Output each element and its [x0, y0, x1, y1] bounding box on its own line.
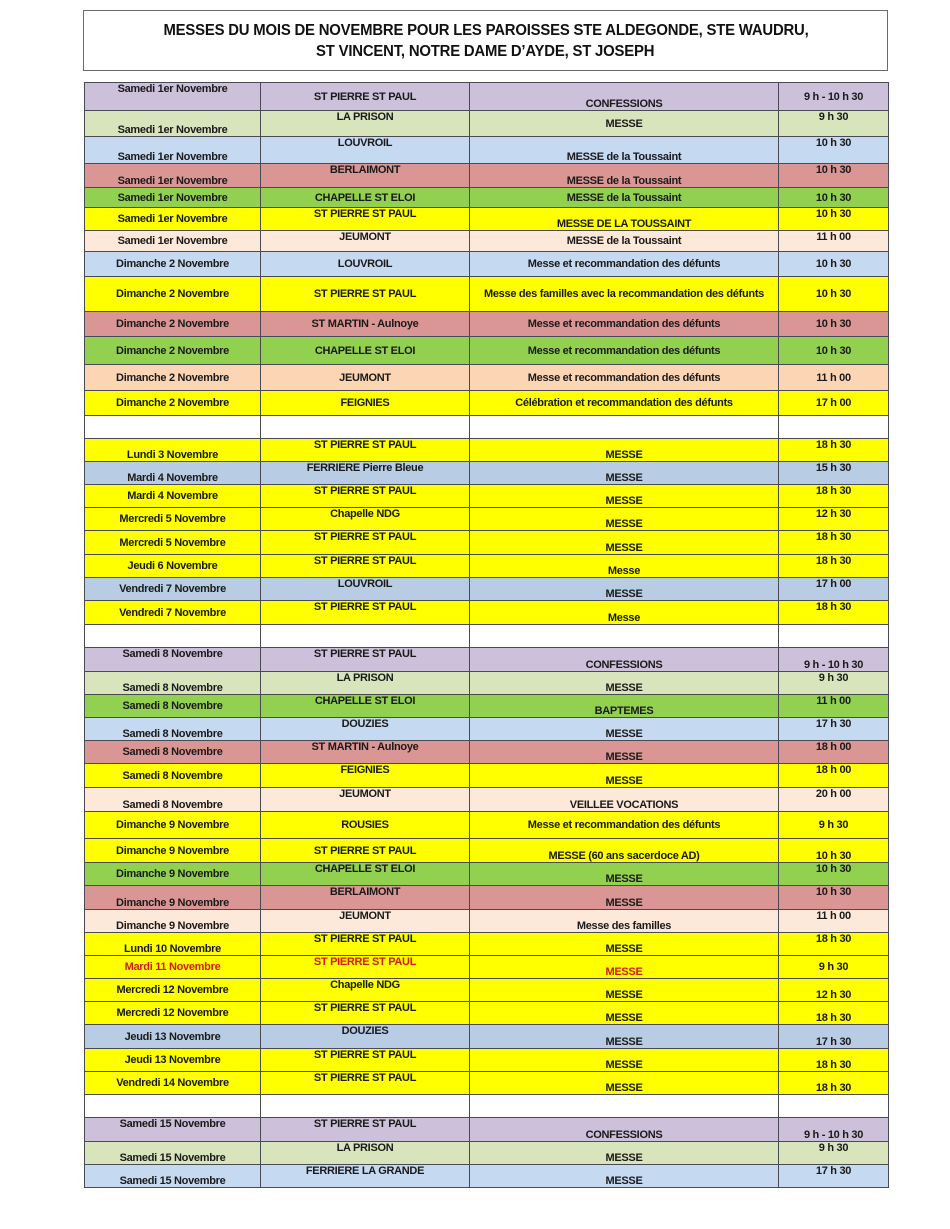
time-cell: 10 h 30	[779, 137, 889, 164]
place-cell: LOUVROIL	[261, 578, 470, 601]
date-cell: Dimanche 9 Novembre	[85, 812, 261, 839]
time-cell: 9 h 30	[779, 111, 889, 137]
time-cell: 18 h 00	[779, 741, 889, 764]
event-cell: MESSE	[470, 741, 779, 764]
time-cell: 10 h 30	[779, 312, 889, 337]
schedule-row	[85, 979, 889, 1002]
date-cell: Lundi 3 Novembre	[85, 439, 261, 462]
schedule-row	[85, 231, 889, 252]
place-cell: ST PIERRE ST PAUL	[261, 555, 470, 578]
time-cell: 18 h 30	[779, 933, 889, 956]
event-cell: MESSE	[470, 578, 779, 601]
date-cell: Samedi 8 Novembre	[85, 648, 261, 672]
date-cell: Samedi 8 Novembre	[85, 741, 261, 764]
date-cell: Samedi 1er Novembre	[85, 188, 261, 208]
place-cell: ST PIERRE ST PAUL	[261, 485, 470, 508]
time-cell: 10 h 30	[779, 839, 889, 863]
date-cell: Jeudi 13 Novembre	[85, 1049, 261, 1072]
schedule-row	[85, 337, 889, 365]
place-cell: ST PIERRE ST PAUL	[261, 531, 470, 555]
schedule-row	[85, 956, 889, 979]
event-cell: MESSE	[470, 886, 779, 910]
time-cell	[779, 416, 889, 439]
place-cell	[261, 1095, 470, 1118]
time-cell: 9 h - 10 h 30	[779, 1118, 889, 1142]
spacer-row	[85, 1095, 889, 1118]
time-cell: 18 h 30	[779, 531, 889, 555]
date-cell: Dimanche 2 Novembre	[85, 365, 261, 391]
date-cell: Samedi 8 Novembre	[85, 695, 261, 718]
date-cell: Samedi 8 Novembre	[85, 764, 261, 788]
date-cell: Mercredi 12 Novembre	[85, 1002, 261, 1025]
time-cell: 17 h 30	[779, 718, 889, 741]
time-cell: 12 h 30	[779, 979, 889, 1002]
place-cell: ST PIERRE ST PAUL	[261, 839, 470, 863]
time-cell	[779, 1095, 889, 1118]
title-line-2: ST VINCENT, NOTRE DAME D’AYDE, ST JOSEPH	[316, 42, 655, 60]
schedule-row	[85, 933, 889, 956]
event-cell: MESSE	[470, 531, 779, 555]
title-line-1: MESSES DU MOIS DE NOVEMBRE POUR LES PAROISSES STE ALDEGONDE, STE WAUDRU,	[162, 21, 809, 39]
place-cell: FERRIERE LA GRANDE	[261, 1165, 470, 1188]
date-cell: Samedi 1er Novembre	[85, 231, 261, 252]
date-cell: Samedi 8 Novembre	[85, 672, 261, 695]
event-cell: MESSE	[470, 1025, 779, 1049]
time-cell: 10 h 30	[779, 188, 889, 208]
time-cell: 9 h - 10 h 30	[779, 648, 889, 672]
event-cell: MESSE (60 ans sacerdoce AD)	[470, 839, 779, 863]
place-cell: FERRIERE Pierre Bleue	[261, 462, 470, 485]
schedule-row	[85, 648, 889, 672]
time-cell: 11 h 00	[779, 910, 889, 933]
date-cell: Jeudi 13 Novembre	[85, 1025, 261, 1049]
place-cell: ST PIERRE ST PAUL	[261, 933, 470, 956]
event-cell: MESSE	[470, 485, 779, 508]
date-cell: Samedi 1er Novembre	[85, 83, 261, 111]
date-cell: Dimanche 2 Novembre	[85, 391, 261, 416]
date-cell: Samedi 1er Novembre	[85, 137, 261, 164]
date-cell: Dimanche 2 Novembre	[85, 252, 261, 277]
date-cell: Mercredi 12 Novembre	[85, 979, 261, 1002]
date-cell: Dimanche 9 Novembre	[85, 886, 261, 910]
schedule-row	[85, 391, 889, 416]
date-cell: Samedi 1er Novembre	[85, 208, 261, 231]
date-cell: Dimanche 2 Novembre	[85, 312, 261, 337]
event-cell: Messe des familles avec la recommandation des défunts	[470, 277, 779, 312]
schedule-row	[85, 277, 889, 312]
date-cell	[85, 1095, 261, 1118]
schedule-row	[85, 1025, 889, 1049]
time-cell: 9 h 30	[779, 1142, 889, 1165]
time-cell: 11 h 00	[779, 365, 889, 391]
place-cell: LOUVROIL	[261, 137, 470, 164]
place-cell: Chapelle NDG	[261, 508, 470, 531]
event-cell: Messe et recommandation des défunts	[470, 252, 779, 277]
time-cell: 18 h 30	[779, 601, 889, 625]
event-cell: MESSE de la Toussaint	[470, 164, 779, 188]
event-cell: MESSE	[470, 508, 779, 531]
time-cell: 17 h 30	[779, 1025, 889, 1049]
time-cell: 11 h 00	[779, 231, 889, 252]
event-cell: Messe des familles	[470, 910, 779, 933]
date-cell: Dimanche 9 Novembre	[85, 863, 261, 886]
event-cell: MESSE de la Toussaint	[470, 137, 779, 164]
time-cell: 12 h 30	[779, 508, 889, 531]
schedule-row	[85, 578, 889, 601]
schedule-row	[85, 741, 889, 764]
event-cell: MESSE	[470, 1002, 779, 1025]
date-cell: Vendredi 7 Novembre	[85, 578, 261, 601]
place-cell: ST PIERRE ST PAUL	[261, 1072, 470, 1095]
date-cell: Samedi 15 Novembre	[85, 1118, 261, 1142]
event-cell: MESSE	[470, 439, 779, 462]
schedule-row	[85, 718, 889, 741]
date-cell: Samedi 8 Novembre	[85, 718, 261, 741]
schedule-row	[85, 812, 889, 839]
time-cell: 18 h 00	[779, 764, 889, 788]
place-cell: ST PIERRE ST PAUL	[261, 439, 470, 462]
schedule-row	[85, 1072, 889, 1095]
event-cell: Messe et recommandation des défunts	[470, 812, 779, 839]
time-cell: 17 h 00	[779, 391, 889, 416]
place-cell: CHAPELLE ST ELOI	[261, 337, 470, 365]
time-cell: 18 h 30	[779, 555, 889, 578]
event-cell	[470, 416, 779, 439]
date-cell: Dimanche 2 Novembre	[85, 277, 261, 312]
spacer-row	[85, 416, 889, 439]
event-cell: MESSE	[470, 764, 779, 788]
time-cell: 18 h 30	[779, 1002, 889, 1025]
schedule-row	[85, 365, 889, 391]
schedule-row	[85, 764, 889, 788]
schedule-body	[85, 83, 889, 1188]
event-cell: MESSE	[470, 956, 779, 979]
schedule-row	[85, 208, 889, 231]
schedule-row	[85, 312, 889, 337]
spacer-row	[85, 625, 889, 648]
date-cell: Samedi 1er Novembre	[85, 164, 261, 188]
date-cell: Vendredi 7 Novembre	[85, 601, 261, 625]
event-cell: MESSE	[470, 1072, 779, 1095]
date-cell: Samedi 15 Novembre	[85, 1142, 261, 1165]
event-cell: BAPTEMES	[470, 695, 779, 718]
event-cell: MESSE de la Toussaint	[470, 188, 779, 208]
event-cell: MESSE	[470, 1165, 779, 1188]
event-cell: CONFESSIONS	[470, 1118, 779, 1142]
schedule-row	[85, 137, 889, 164]
time-cell: 11 h 00	[779, 695, 889, 718]
place-cell: JEUMONT	[261, 788, 470, 812]
schedule-row	[85, 252, 889, 277]
event-cell: Messe et recommandation des défunts	[470, 365, 779, 391]
date-cell: Mardi 4 Novembre	[85, 485, 261, 508]
place-cell: JEUMONT	[261, 365, 470, 391]
time-cell: 10 h 30	[779, 863, 889, 886]
event-cell: MESSE	[470, 718, 779, 741]
time-cell: 18 h 30	[779, 439, 889, 462]
time-cell: 10 h 30	[779, 164, 889, 188]
date-cell	[85, 625, 261, 648]
schedule-row	[85, 910, 889, 933]
place-cell: JEUMONT	[261, 910, 470, 933]
event-cell: MESSE	[470, 462, 779, 485]
place-cell: ST PIERRE ST PAUL	[261, 83, 470, 111]
schedule-row	[85, 1142, 889, 1165]
schedule-row	[85, 1165, 889, 1188]
time-cell: 10 h 30	[779, 277, 889, 312]
place-cell: ST PIERRE ST PAUL	[261, 1049, 470, 1072]
place-cell: FEIGNIES	[261, 764, 470, 788]
schedule-row	[85, 485, 889, 508]
date-cell: Mardi 11 Novembre	[85, 956, 261, 979]
schedule-row	[85, 1049, 889, 1072]
date-cell: Jeudi 6 Novembre	[85, 555, 261, 578]
date-cell: Lundi 10 Novembre	[85, 933, 261, 956]
schedule-row	[85, 555, 889, 578]
schedule-row	[85, 462, 889, 485]
schedule-row	[85, 788, 889, 812]
time-cell: 18 h 30	[779, 1072, 889, 1095]
schedule-row	[85, 164, 889, 188]
time-cell: 9 h 30	[779, 956, 889, 979]
time-cell: 15 h 30	[779, 462, 889, 485]
time-cell: 10 h 30	[779, 886, 889, 910]
date-cell: Samedi 8 Novembre	[85, 788, 261, 812]
event-cell: Messe et recommandation des défunts	[470, 337, 779, 365]
time-cell: 9 h - 10 h 30	[779, 83, 889, 111]
date-cell: Mercredi 5 Novembre	[85, 508, 261, 531]
place-cell: ST PIERRE ST PAUL	[261, 1118, 470, 1142]
schedule-row	[85, 439, 889, 462]
place-cell: CHAPELLE ST ELOI	[261, 863, 470, 886]
place-cell: CHAPELLE ST ELOI	[261, 695, 470, 718]
event-cell: VEILLEE VOCATIONS	[470, 788, 779, 812]
place-cell: ST PIERRE ST PAUL	[261, 277, 470, 312]
place-cell: ST PIERRE ST PAUL	[261, 1002, 470, 1025]
schedule-row	[85, 839, 889, 863]
time-cell: 9 h 30	[779, 812, 889, 839]
place-cell: FEIGNIES	[261, 391, 470, 416]
date-cell: Vendredi 14 Novembre	[85, 1072, 261, 1095]
date-cell: Dimanche 9 Novembre	[85, 839, 261, 863]
schedule-row	[85, 1002, 889, 1025]
time-cell	[779, 625, 889, 648]
schedule-row	[85, 863, 889, 886]
time-cell: 10 h 30	[779, 337, 889, 365]
place-cell	[261, 416, 470, 439]
event-cell: MESSE	[470, 111, 779, 137]
event-cell	[470, 625, 779, 648]
place-cell: ST MARTIN - Aulnoye	[261, 312, 470, 337]
time-cell: 20 h 00	[779, 788, 889, 812]
schedule-row	[85, 1118, 889, 1142]
place-cell: LOUVROIL	[261, 252, 470, 277]
time-cell: 10 h 30	[779, 252, 889, 277]
time-cell: 18 h 30	[779, 1049, 889, 1072]
time-cell: 10 h 30	[779, 208, 889, 231]
schedule-row	[85, 111, 889, 137]
schedule-row	[85, 672, 889, 695]
place-cell: ST PIERRE ST PAUL	[261, 208, 470, 231]
time-cell: 18 h 30	[779, 485, 889, 508]
time-cell: 9 h 30	[779, 672, 889, 695]
schedule-row	[85, 83, 889, 111]
date-cell: Mardi 4 Novembre	[85, 462, 261, 485]
schedule-row	[85, 508, 889, 531]
schedule-row	[85, 695, 889, 718]
date-cell	[85, 416, 261, 439]
event-cell: MESSE	[470, 672, 779, 695]
mass-schedule-table	[84, 82, 889, 1188]
event-cell: MESSE	[470, 863, 779, 886]
event-cell: CONFESSIONS	[470, 648, 779, 672]
place-cell: ROUSIES	[261, 812, 470, 839]
place-cell: BERLAIMONT	[261, 164, 470, 188]
schedule-row	[85, 886, 889, 910]
schedule-row	[85, 188, 889, 208]
event-cell: Messe	[470, 555, 779, 578]
place-cell: LA PRISON	[261, 1142, 470, 1165]
document-title	[83, 10, 888, 71]
event-cell: Célébration et recommandation des défunts	[470, 391, 779, 416]
event-cell: MESSE de la Toussaint	[470, 231, 779, 252]
event-cell: MESSE	[470, 1049, 779, 1072]
event-cell: Messe	[470, 601, 779, 625]
place-cell: LA PRISON	[261, 672, 470, 695]
date-cell: Dimanche 9 Novembre	[85, 910, 261, 933]
time-cell: 17 h 30	[779, 1165, 889, 1188]
date-cell: Samedi 15 Novembre	[85, 1165, 261, 1188]
place-cell: ST PIERRE ST PAUL	[261, 601, 470, 625]
date-cell: Samedi 1er Novembre	[85, 111, 261, 137]
event-cell: CONFESSIONS	[470, 83, 779, 111]
date-cell: Dimanche 2 Novembre	[85, 337, 261, 365]
place-cell: LA PRISON	[261, 111, 470, 137]
place-cell: DOUZIES	[261, 718, 470, 741]
event-cell: Messe et recommandation des défunts	[470, 312, 779, 337]
place-cell	[261, 625, 470, 648]
time-cell: 17 h 00	[779, 578, 889, 601]
place-cell: ST PIERRE ST PAUL	[261, 956, 470, 979]
schedule-row	[85, 601, 889, 625]
place-cell: ST PIERRE ST PAUL	[261, 648, 470, 672]
event-cell	[470, 1095, 779, 1118]
event-cell: MESSE	[470, 979, 779, 1002]
place-cell: Chapelle NDG	[261, 979, 470, 1002]
place-cell: JEUMONT	[261, 231, 470, 252]
date-cell: Mercredi 5 Novembre	[85, 531, 261, 555]
event-cell: MESSE DE LA TOUSSAINT	[470, 208, 779, 231]
event-cell: MESSE	[470, 1142, 779, 1165]
schedule-row	[85, 531, 889, 555]
place-cell: BERLAIMONT	[261, 886, 470, 910]
place-cell: CHAPELLE ST ELOI	[261, 188, 470, 208]
event-cell: MESSE	[470, 933, 779, 956]
place-cell: DOUZIES	[261, 1025, 470, 1049]
place-cell: ST MARTIN - Aulnoye	[261, 741, 470, 764]
